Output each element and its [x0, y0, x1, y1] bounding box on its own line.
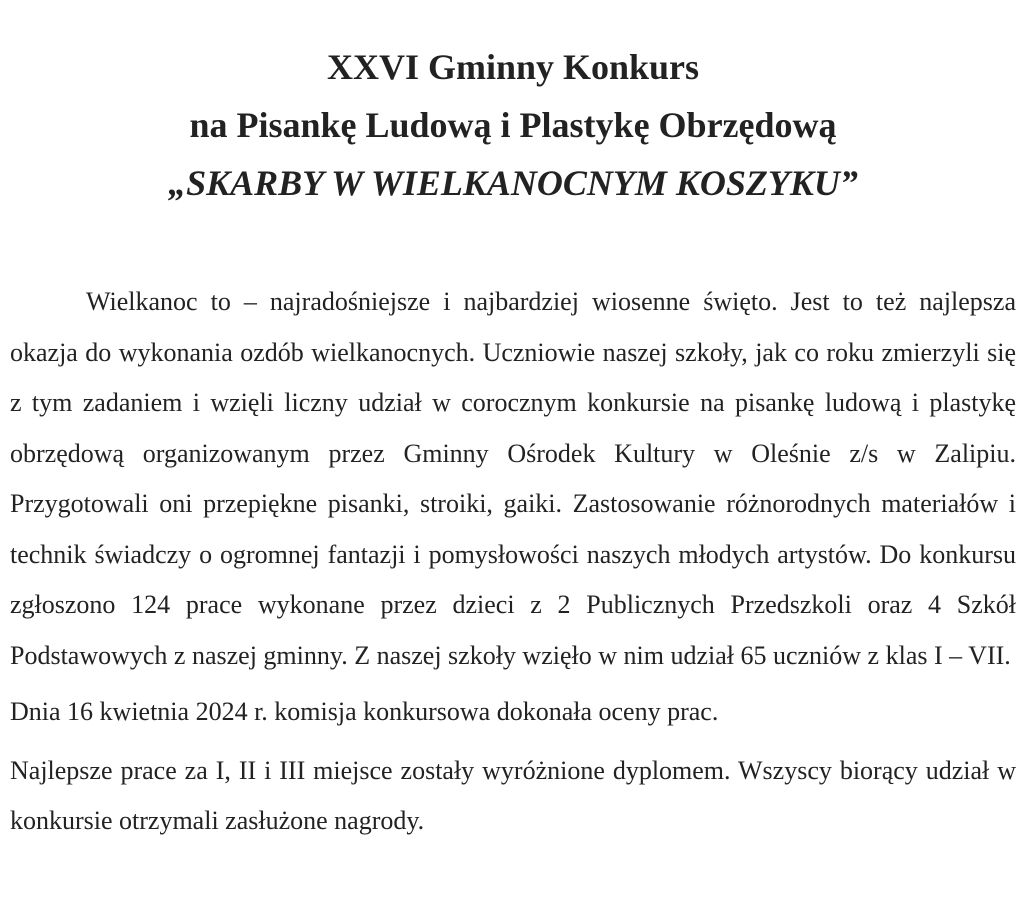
paragraph-main: Wielkanoc to – najradośniejsze i najbardziej wiosenne święto. Jest to też najlepsza okazja do wykonania ozdób wielkanocnych. Uczniowie naszej szkoły, jak co roku zmierzyli się z tym zadaniem i wzięli liczny udział w corocznym konkursie na pisankę ludową i plastykę obrzędową organizowanym przez Gminny Ośrodek Kultury w Oleśnie z/s w Zalipiu. Przygotowali oni przepiękne pisanki, stroiki, gaiki. Zastosowanie różnorodnych materiałów i technik świadczy o ogromnej fantazji i pomysłowości naszych młodych artystów. Do konkursu zgłoszono 124 prace wykonane przez dzieci z 2 Publicznych Przedszkoli oraz 4 Szkół Podstawowych z naszej gminny. Z naszej szkoły wzięło w nim udział 65 uczniów z klas I – VII. — [10, 287, 1016, 670]
document-title — [10, 0, 1016, 212]
paragraph-awards: Najlepsze prace za I, II i III miejsce zostały wyróżnione dyplomem. Wszyscy biorący udział w konkursie otrzymali zasłużone nagrody. — [10, 755, 1016, 835]
title-line-3: „SKARBY W WIELKANOCNYM KOSZYKU” — [168, 163, 858, 203]
title-line-2: na Pisankę Ludową i Plastykę Obrzędową — [189, 105, 837, 145]
title-line-1: XXVI Gminny Konkurs — [326, 47, 700, 87]
paragraph-date: Dnia 16 kwietnia 2024 r. komisja konkursowa dokonała oceny prac. — [10, 697, 719, 726]
document-body — [10, 277, 1016, 847]
